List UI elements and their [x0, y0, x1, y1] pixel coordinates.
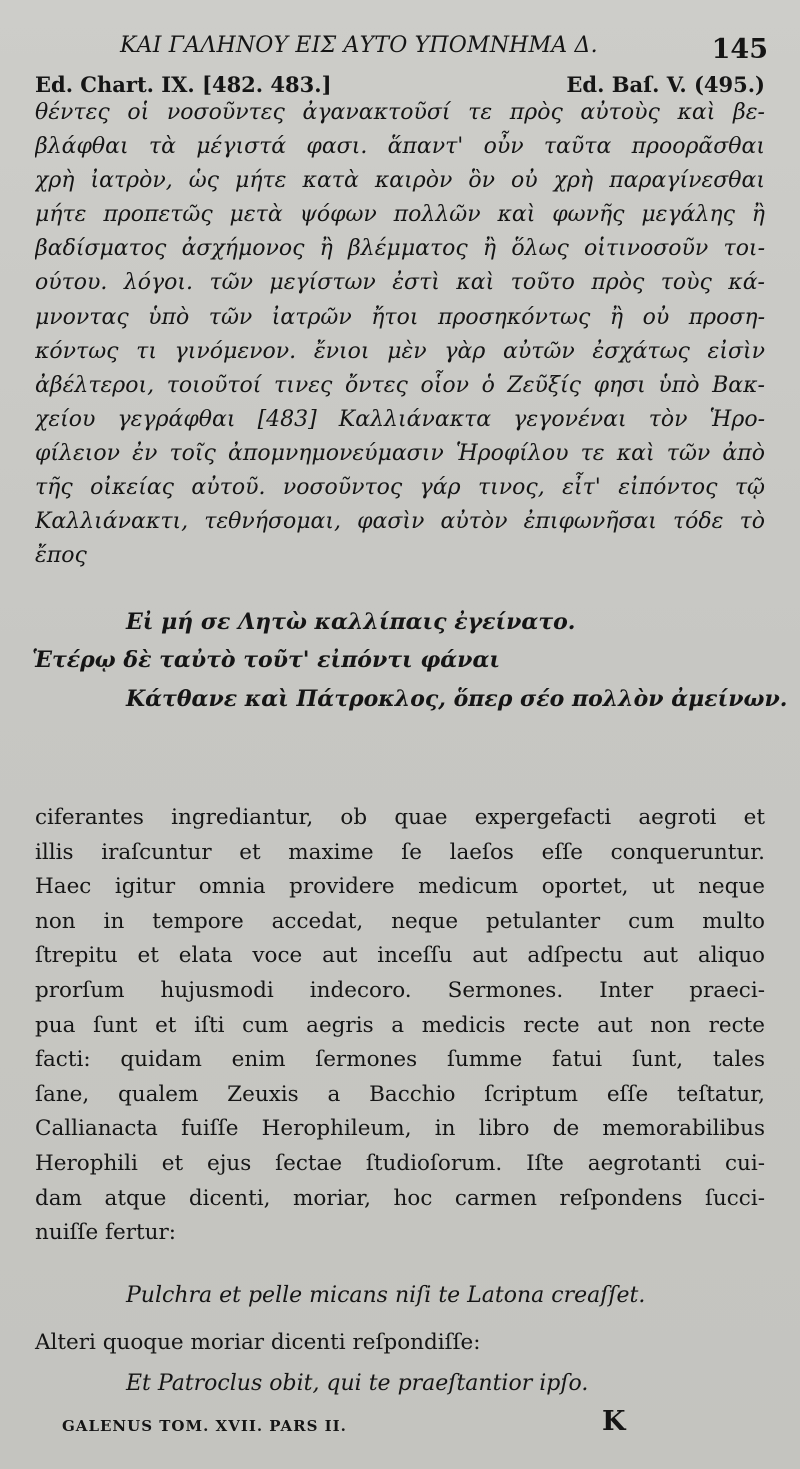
- greek-line: βλάφθαι τὰ μέγιστά φασι. ἅπαντ' οὖν ταῦτα προορᾶσθαι: [35, 134, 765, 160]
- latin-line: ſane, qualem Zeuxis a Bacchio ſcriptum eſſe teſtatur,: [35, 1081, 765, 1107]
- greek-verse: Κάτθανε καὶ Πάτροκλος, ὅπερ σέο πολλὸν ἀμείνων.: [126, 686, 788, 712]
- latin-translation: [35, 801, 765, 1251]
- greek-line: τῆς οἰκείας αὐτοῦ. νοσοῦντος γάρ τινος, εἶτ' εἰπόντος τῷ: [35, 475, 765, 501]
- page-header: [108, 27, 788, 67]
- latin-line: facti: quidam enim ſermones ſumme fatui ſunt, tales: [35, 1047, 765, 1073]
- latin-line: prorſum hujusmodi indecoro. Sermones. Inter praeci-: [35, 977, 765, 1003]
- signature-line: GALENUS TOM. XVII. PARS II.: [62, 1417, 347, 1435]
- latin-line: illis iraſcuntur et maxime ſe laeſos eſſe conqueruntur.: [35, 839, 765, 865]
- greek-line: μήτε προπετῶς μετὰ ψόφων πολλῶν καὶ φωνῆς μεγάλης ἢ: [35, 202, 765, 228]
- edition-basel: Ed. Baſ. V. (495.): [566, 72, 765, 97]
- latin-line: Haec igitur omnia providere medicum oportet, ut neque: [35, 874, 765, 900]
- greek-line: κόντως τι γινόμενον. ἔνιοι μὲν γὰρ αὐτῶν ἐσχάτως εἰσὶν: [35, 338, 765, 364]
- greek-line: χρὴ ἰατρὸν, ὡς μήτε κατὰ καιρὸν ὃν οὐ χρὴ παραγίνεσθαι: [35, 168, 765, 194]
- latin-verse: Et Patroclus obit, qui te praeſtantior ipſo.: [126, 1371, 589, 1396]
- latin-line: dam atque dicenti, moriar, hoc carmen reſpondens ſucci-: [35, 1185, 765, 1211]
- latin-line: non in tempore accedat, neque petulanter cum multo: [35, 908, 765, 934]
- latin-line: ciferantes ingrediantur, ob quae expergefacti aegroti et: [35, 805, 765, 830]
- greek-verse: Εἰ μή σε Λητὼ καλλίπαις ἐγείνατο.: [126, 609, 576, 635]
- page-number: 145: [711, 34, 768, 65]
- greek-verse: Ἑτέρῳ δὲ ταὐτὸ τοῦτ' εἰπόντι φάναι: [32, 647, 501, 673]
- greek-line: ἀβέλτεροι, τοιοῦτοί τινες ὄντες οἷον ὁ Ζεῦξίς φησι ὑπὸ Βακ-: [35, 372, 765, 398]
- latin-line: nuiſſe fertur:: [35, 1220, 177, 1246]
- greek-line: μνοντας ὑπὸ τῶν ἰατρῶν ἤτοι προσηκόντως ἢ οὐ προση-: [35, 304, 765, 330]
- latin-line: Alteri quoque moriar dicenti reſpondiſſe:: [35, 1330, 481, 1355]
- greek-line: βαδίσματος ἀσχήμονος ἢ βλέμματος ἢ ὅλως οἱτινοσοῦν τοι-: [35, 236, 765, 262]
- latin-line: pua ſunt et iſti cum aegris a medicis recte aut non recte: [35, 1012, 765, 1038]
- greek-text: [35, 82, 765, 573]
- latin-line: ſtrepitu et elata voce aut inceſſu aut adſpectu aut aliquo: [35, 943, 765, 969]
- latin-verse: Pulchra et pelle micans niſi te Latona creaſſet.: [126, 1283, 646, 1308]
- greek-line: φίλειον ἐν τοῖς ἀπομνημονεύμασιν Ἡροφίλου τε καὶ τῶν ἀπὸ: [35, 440, 765, 466]
- latin-line: Herophili et ejus ſectae ſtudioſorum. Iſte aegrotanti cui-: [35, 1150, 765, 1176]
- greek-line: Καλλιάνακτι, τεθνήσομαι, φασὶν αὐτὸν ἐπιφωνῆσαι τόδε τὸ: [35, 509, 765, 535]
- edition-chartier: Ed. Chart. IX. [482. 483.]: [35, 72, 332, 97]
- signature-mark: K: [602, 1406, 626, 1437]
- running-title: ΚΑΙ ΓΑΛΗΝΟΥ ΕΙΣ ΑΥΤΟ ΥΠΟΜΝΗΜΑ Δ.: [120, 33, 598, 58]
- greek-line: χείου γεγράφθαι [483] Καλλιάνακτα γεγονέναι τὸν Ἡρο-: [35, 406, 765, 432]
- greek-line: ἔπος: [35, 543, 87, 569]
- latin-line: Callianacta fuiſſe Herophileum, in libro de memorabilibus: [35, 1116, 765, 1142]
- greek-line: θέντες οἱ νοσοῦντες ἀγανακτοῦσί τε πρὸς αὐτοὺς καὶ βε-: [35, 100, 765, 125]
- greek-line: ούτου. λόγοι. τῶν μεγίστων ἐστὶ καὶ τοῦτο πρὸς τοὺς κά-: [35, 270, 765, 296]
